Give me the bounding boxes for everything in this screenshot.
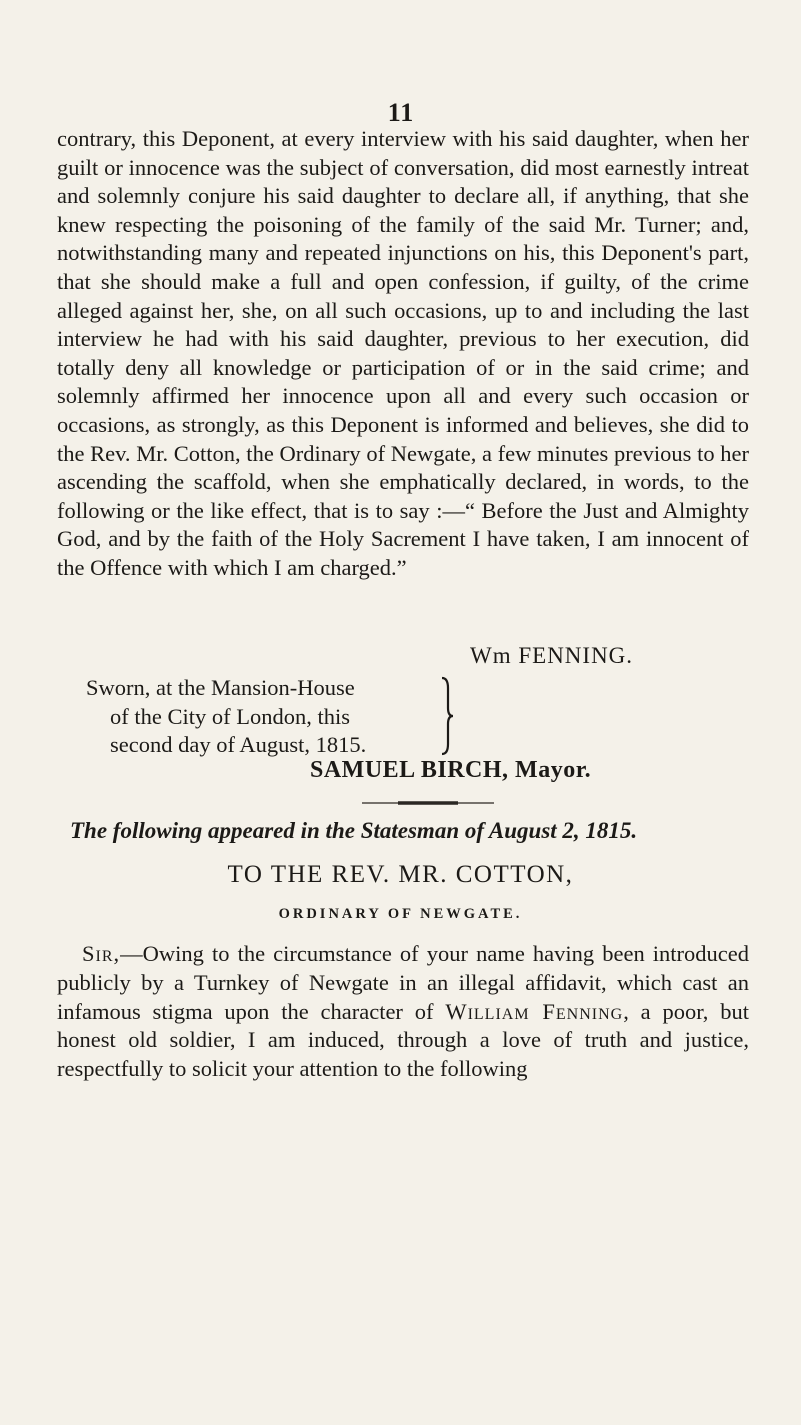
mayor-signature: SAMUEL BIRCH, Mayor. bbox=[310, 757, 592, 783]
deponent-signature: Wm FENNING. bbox=[470, 643, 634, 668]
curly-brace-icon bbox=[440, 676, 454, 756]
jurat-line-2: of the City of London, this bbox=[110, 703, 350, 729]
letter-salutation: Sir, bbox=[82, 941, 121, 966]
deposition-text: contrary, this Deponent, at every interview with his said daughter, when her guilt or innocence was the subject of conversation, did most earnestly intreat and solemnly conjure his said daughter to declare all, if anything, that she knew respecting the poisoning of the family of the said Mr. Turner; and, notwithstanding many and repeated injunctions on his, this Deponent's part, that she should make a full and open confession, if guilty, of the crime alleged against her, she, on all such occasions, up to and including the last interview he had with his said daughter, previous to her execution, did totally deny all knowledge or participation of or in the said crime; and solemnly affirmed her innocence upon all and every such occasion or occasions, as strongly, as this Deponent is informed and believes, she did to the Rev. Mr. Cotton, the Ordinary of Newgate, a few minutes previous to her ascending the scaffold, when she emphatically declared, in words, to the following or the like effect, that is to say :—“ Before the Just and Almighty God, and by the faith of the Holy Sacrement I have taken, I am innocent of the Offence with which I am charged.” bbox=[57, 126, 749, 580]
letter-name: William Fenning bbox=[445, 998, 624, 1024]
jurat-block bbox=[86, 674, 446, 760]
letter-paragraph bbox=[57, 940, 749, 1084]
letter-subheading: ORDINARY OF NEWGATE. bbox=[278, 906, 523, 922]
jurat-line-1: Sworn, at the Mansion-House bbox=[86, 675, 355, 700]
letter-heading: TO THE REV. MR. COTTON, bbox=[227, 861, 574, 888]
letter-text-b: , a poor, but honest old soldier, I am induced, through a love of truth and justice, respectfully to solicit your attention to the following bbox=[57, 998, 749, 1082]
letter-text-a: —Owing to the circumstance of your name having been introduced publicly by a Turnkey of Newgate in an illegal affidavit, which cast an infamous stigma upon the character of bbox=[57, 941, 749, 1024]
jurat-line-3: second day of August, 1815. bbox=[110, 732, 367, 757]
newspaper-note: The following appeared in the Statesman of August 2, 1815. bbox=[70, 818, 638, 843]
ornamental-rule-icon bbox=[358, 800, 498, 806]
page-number: 11 bbox=[387, 98, 415, 127]
deposition-paragraph bbox=[57, 125, 749, 583]
letter-text bbox=[57, 940, 749, 1084]
